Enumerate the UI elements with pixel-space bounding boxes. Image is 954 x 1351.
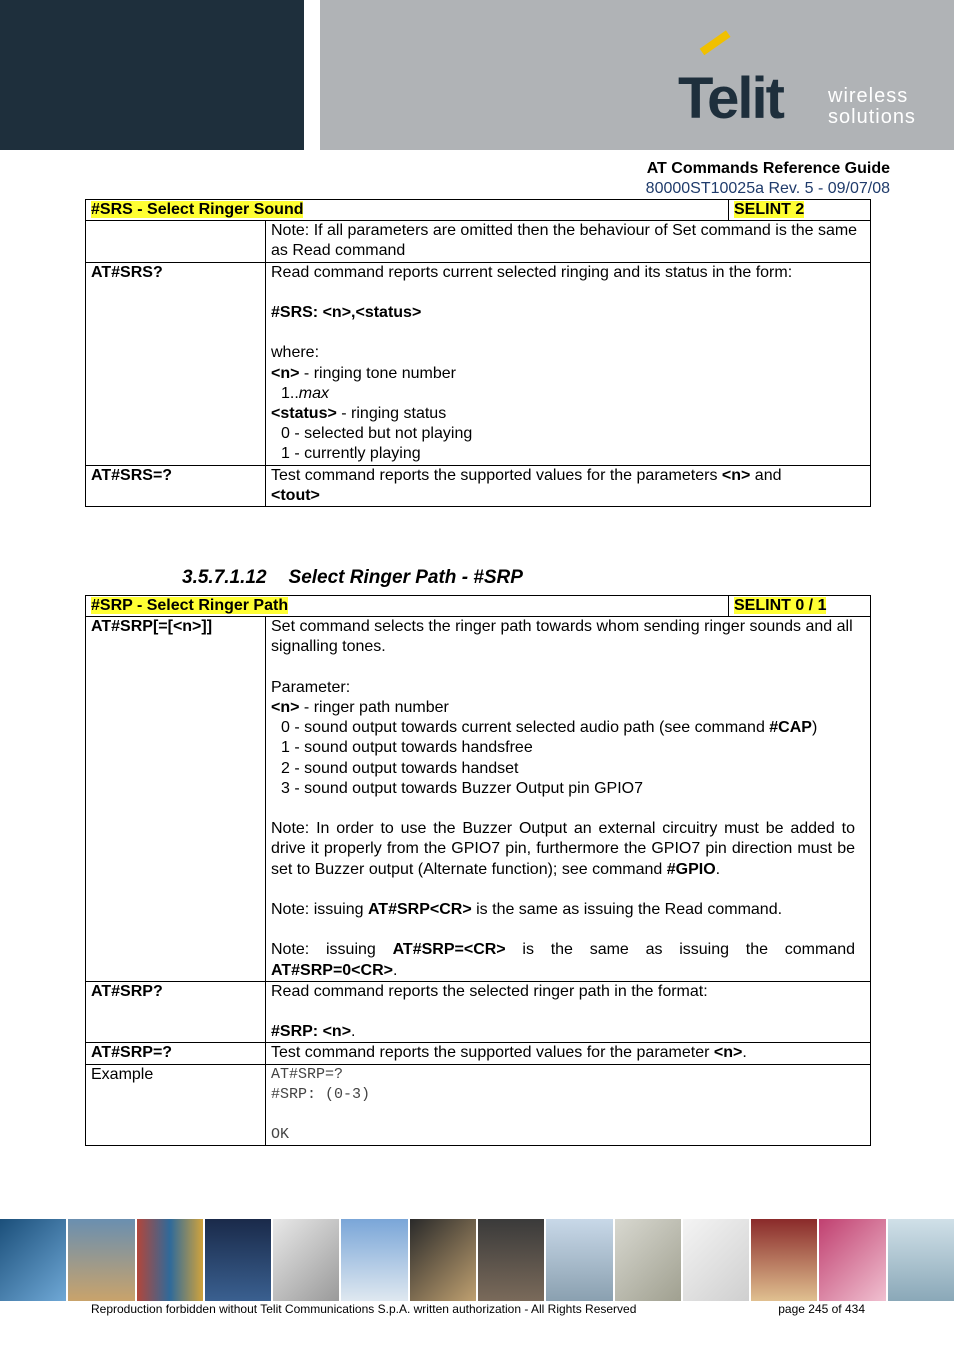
table-header-row	[86, 200, 871, 221]
test-end: .	[742, 1044, 747, 1062]
table-header-cell	[86, 200, 871, 221]
command-cell	[86, 617, 266, 982]
page-footer	[91, 1302, 871, 1316]
response-format: #SRP: <n>	[271, 1023, 352, 1041]
description-cell	[266, 617, 871, 982]
param-name: <n>	[271, 699, 300, 716]
conjunction: and	[750, 466, 782, 484]
param-name: <n>	[271, 364, 300, 382]
command-cell	[86, 1043, 266, 1064]
table-row	[86, 221, 871, 262]
note-text: is the same as issuing the Read command.	[471, 901, 783, 918]
format-end: .	[351, 1023, 356, 1041]
parameter-label: Parameter:	[271, 678, 351, 696]
selint-badge: SELINT 0 / 1	[734, 597, 827, 614]
param-name: <n>	[713, 1044, 743, 1062]
param-name: <tout>	[271, 486, 320, 504]
footer-photo	[205, 1219, 271, 1301]
command-cell: Example	[86, 1064, 266, 1146]
param-value: 2 - sound output towards handset	[281, 759, 519, 777]
table-header-row	[86, 596, 871, 617]
telit-logo	[678, 48, 928, 132]
footer-photo	[888, 1219, 954, 1301]
set-description: Set command selects the ringer path towards whom sending ringer sounds and all signalling tones.	[271, 618, 853, 656]
footer-photo	[751, 1219, 817, 1301]
footer-photo	[819, 1219, 885, 1301]
command-reference: AT#SRP=<CR>	[392, 941, 506, 959]
copyright-notice: Reproduction forbidden without Telit Communications S.p.A. written authorization - All Rights Reserved	[91, 1302, 637, 1316]
command-name: AT#SRP=?	[91, 1044, 173, 1062]
command-reference: AT#SRP<CR>	[367, 901, 472, 918]
page-number: page 245 of 434	[778, 1302, 865, 1316]
srs-command-table	[85, 199, 871, 507]
logo-tagline-line1: wireless	[828, 85, 909, 107]
command-name: AT#SRS=?	[91, 466, 173, 484]
footer-photo	[137, 1219, 203, 1301]
option-text: 0 - sound output towards current selected audio path (see command	[281, 719, 770, 737]
read-description: Read command reports current selected ringing and its status in the form:	[271, 263, 793, 281]
command-cell	[86, 221, 266, 262]
command-reference: #GPIO	[666, 860, 716, 878]
description-cell: Note: If all parameters are omitted then the behaviour of Set command is the same as Read command	[266, 221, 871, 262]
param-range-prefix: 1..	[281, 384, 299, 402]
footer-photo	[410, 1219, 476, 1301]
param-description: - ringing status	[336, 405, 447, 422]
param-range-max: max	[298, 384, 330, 402]
note-paragraph	[271, 940, 865, 980]
footer-photo-strip	[0, 1219, 954, 1301]
note-text: is the same as issuing the command	[505, 941, 856, 959]
footer-photo	[0, 1219, 66, 1301]
footer-photo	[615, 1219, 681, 1301]
logo-wordmark: Telit	[678, 66, 783, 131]
note-text: Note: issuing	[271, 901, 368, 918]
footer-photo	[546, 1219, 612, 1301]
example-line: #SRP: (0-3)	[271, 1085, 371, 1103]
selint-badge: SELINT 2	[734, 201, 805, 218]
param-name: <n>	[721, 466, 751, 484]
where-label: where:	[271, 344, 320, 362]
table-row	[86, 262, 871, 465]
table-title: #SRP - Select Ringer Path	[91, 597, 289, 614]
command-name: AT#SRP[=[<n>]]	[91, 618, 213, 636]
example-cell	[266, 1064, 871, 1146]
note-paragraph	[271, 819, 865, 880]
srp-command-table	[85, 595, 871, 1146]
param-value	[271, 718, 865, 738]
table-row	[86, 617, 871, 982]
logo-tagline	[828, 86, 916, 128]
logo-tagline-line2: solutions	[828, 106, 916, 128]
table-title: #SRS - Select Ringer Sound	[91, 201, 304, 218]
test-description: Test command reports the supported values for the parameter	[271, 1044, 714, 1062]
description-cell	[266, 262, 871, 465]
param-description: - ringer path number	[299, 699, 449, 716]
description-cell	[266, 1043, 871, 1064]
document-reference: 80000ST10025a Rev. 5 - 09/07/08	[645, 180, 890, 197]
guide-title: AT Commands Reference Guide	[646, 160, 890, 177]
section-title: Select Ringer Path - #SRP	[288, 567, 523, 588]
note-text: Note: In order to use the Buzzer Output an external circuitry must be added to drive it properly from the GPIO7 pin, furthermore the GPIO7 pin direction must be set to Buzzer output (Alternate function); see command	[271, 820, 855, 878]
note-paragraph	[271, 900, 865, 920]
param-value: 1 - sound output towards handsfree	[281, 739, 533, 757]
footer-photo	[341, 1219, 407, 1301]
table-row	[86, 1043, 871, 1064]
command-reference: AT#SRP=0<CR>	[271, 961, 393, 979]
note-text: Note: issuing	[271, 941, 393, 959]
command-reference: #CAP	[769, 719, 812, 737]
header-dark-banner	[0, 0, 304, 150]
param-value: 0 - selected but not playing	[281, 425, 473, 443]
read-description: Read command reports the selected ringer path in the format:	[271, 982, 708, 1000]
table-header-cell	[86, 596, 871, 617]
example-line: AT#SRP=?	[271, 1065, 344, 1083]
footer-photo	[683, 1219, 749, 1301]
footer-photo	[478, 1219, 544, 1301]
table-row	[86, 1064, 871, 1146]
selint-cell	[728, 200, 804, 220]
table-row	[86, 981, 871, 1043]
command-name: AT#SRP?	[91, 982, 163, 1000]
command-cell	[86, 981, 266, 1043]
test-description: Test command reports the supported values for the parameters	[271, 466, 722, 484]
command-name: AT#SRS?	[91, 263, 163, 281]
param-description: - ringing tone number	[299, 364, 456, 382]
description-cell	[266, 981, 871, 1043]
note-end: .	[392, 961, 398, 979]
response-format: #SRS: <n>,<status>	[271, 304, 422, 321]
param-value: 1 - currently playing	[281, 445, 421, 463]
description-cell	[266, 465, 871, 506]
table-row	[86, 465, 871, 506]
command-cell	[86, 262, 266, 465]
section-heading	[182, 567, 523, 589]
param-value: 3 - sound output towards Buzzer Output pin GPIO7	[281, 779, 643, 797]
command-cell	[86, 465, 266, 506]
selint-cell	[728, 596, 826, 616]
param-name: <status>	[271, 405, 337, 422]
section-number: 3.5.7.1.12	[182, 567, 267, 588]
example-line: OK	[271, 1126, 290, 1144]
note-end: .	[715, 860, 721, 878]
footer-photo	[68, 1219, 134, 1301]
document-title-block	[646, 159, 890, 199]
option-close: )	[811, 719, 818, 737]
footer-photo	[273, 1219, 339, 1301]
